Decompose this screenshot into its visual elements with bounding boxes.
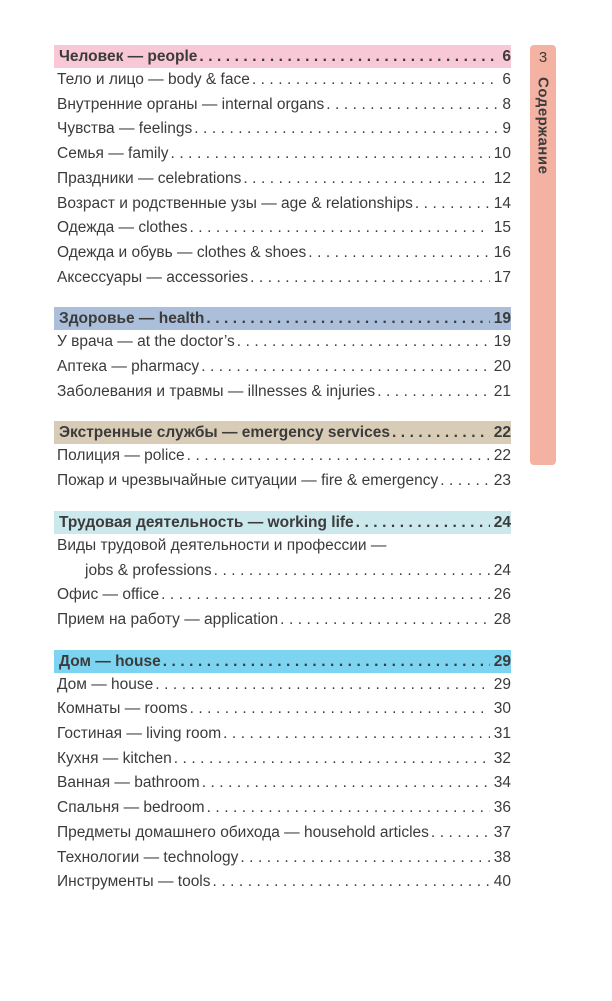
- dot-leader: [207, 796, 490, 821]
- toc-entry: [57, 167, 511, 192]
- dot-leader: [206, 307, 489, 330]
- entry-page-number: 40: [493, 873, 511, 891]
- dot-leader: [202, 771, 490, 796]
- toc-entry: [57, 266, 511, 291]
- entry-page-number: 24: [493, 513, 511, 531]
- entry-label: Семья — family: [57, 145, 169, 163]
- section-title: Здоровье — health: [59, 310, 205, 328]
- toc-entry: [57, 216, 511, 241]
- dot-leader: [187, 444, 490, 469]
- entry-page-number: 23: [493, 472, 511, 490]
- dot-leader: [161, 583, 490, 608]
- dot-leader: [280, 608, 490, 633]
- toc-entry: [57, 608, 511, 633]
- entry-page-number: 22: [493, 424, 511, 442]
- entry-label: Пожар и чрезвычайные ситуации — fire & emergency: [57, 472, 439, 490]
- entry-page-number: 38: [493, 848, 511, 866]
- entry-label: Тело и лицо — body & face: [57, 71, 250, 88]
- entry-label: Кухня — kitchen: [57, 749, 172, 767]
- dot-leader: [214, 559, 490, 584]
- dot-leader: [243, 167, 489, 192]
- dot-leader: [155, 673, 489, 698]
- entry-page-number: 20: [493, 358, 511, 376]
- entry-page-number: 12: [493, 169, 511, 187]
- entry-label: Виды трудовой деятельности и профессии —: [57, 536, 387, 554]
- entry-page-number: 16: [493, 243, 511, 261]
- entry-label: Прием на работу — application: [57, 610, 279, 628]
- entry-label: Комнаты — rooms: [57, 700, 188, 718]
- dot-leader: [237, 330, 490, 355]
- entry-label: Чувства — feelings: [57, 120, 193, 138]
- entry-label: Аксессуары — accessories: [57, 268, 249, 286]
- section-title: Человек — people: [59, 48, 198, 65]
- entry-page-number: 6: [502, 71, 511, 88]
- toc-entry: [57, 673, 511, 698]
- toc-entry: [57, 68, 511, 93]
- toc-entry: [57, 559, 511, 584]
- toc-section: [57, 421, 511, 493]
- dot-leader: [392, 421, 490, 444]
- entry-label: Гостиная — living room: [57, 725, 222, 743]
- toc-entry: [57, 697, 511, 722]
- toc-entry: [57, 534, 511, 559]
- entry-page-number: 34: [493, 774, 511, 792]
- dot-leader: [240, 846, 489, 871]
- dot-leader: [201, 355, 490, 380]
- entry-label: Ванная — bathroom: [57, 774, 200, 792]
- dot-leader: [431, 821, 490, 846]
- entry-label: Заболевания и травмы — illnesses & injuries: [57, 382, 376, 400]
- entry-page-number: 31: [493, 725, 511, 743]
- dot-leader: [189, 216, 489, 241]
- toc-entry: [57, 583, 511, 608]
- dot-leader: [377, 380, 490, 405]
- toc-entry: [57, 380, 511, 405]
- toc-entry: [57, 771, 511, 796]
- entry-label: Офис — office: [57, 586, 160, 604]
- entry-page-number: 6: [502, 48, 511, 65]
- dot-leader: [194, 117, 498, 142]
- chapter-tab-label: Содержание: [534, 77, 552, 175]
- toc-entry: [57, 747, 511, 772]
- entry-label: Внутренние органы — internal organs: [57, 95, 325, 113]
- entry-page-number: 22: [493, 447, 511, 465]
- toc-entry: [57, 330, 511, 355]
- dot-leader: [163, 650, 490, 673]
- chapter-tab: [530, 45, 556, 465]
- toc-entry: [57, 117, 511, 142]
- section-header: [54, 45, 511, 68]
- toc-entry: [57, 846, 511, 871]
- entry-label: Одежда и обувь — clothes & shoes: [57, 243, 307, 261]
- entry-page-number: 9: [502, 120, 511, 138]
- dot-leader: [199, 45, 498, 68]
- entry-page-number: 24: [493, 561, 511, 579]
- dot-leader: [190, 697, 490, 722]
- entry-label: Возраст и родственные узы — age & relationships: [57, 194, 413, 212]
- entry-page-number: 30: [493, 700, 511, 718]
- toc-entry: [57, 469, 511, 494]
- dot-leader: [252, 68, 499, 93]
- entry-label: Аптека — pharmacy: [57, 358, 200, 376]
- entry-label: Инструменты — tools: [57, 873, 211, 891]
- entry-label: Одежда — clothes: [57, 219, 188, 237]
- entry-page-number: 8: [502, 95, 511, 113]
- entry-label: jobs & professions: [85, 561, 212, 579]
- toc-entry: [57, 870, 511, 895]
- entry-label: У врача — at the doctor’s: [57, 333, 235, 351]
- entry-label: Праздники — celebrations: [57, 169, 242, 187]
- section-title: Дом — house: [59, 652, 161, 670]
- entry-page-number: 17: [493, 268, 511, 286]
- toc-entry: [57, 93, 511, 118]
- entry-page-number: 32: [493, 749, 511, 767]
- section-title: Экстренные службы — emergency services: [59, 424, 390, 442]
- toc-entry: [57, 355, 511, 380]
- dot-leader: [171, 142, 490, 167]
- section-header: [54, 650, 511, 673]
- toc-entry: [57, 722, 511, 747]
- entry-label: Технологии — technology: [57, 848, 239, 866]
- entry-page-number: 14: [493, 194, 511, 212]
- dot-leader: [356, 511, 490, 534]
- toc-entry: [57, 192, 511, 217]
- toc-entry: [57, 796, 511, 821]
- page-number: 3: [538, 49, 548, 66]
- section-header: [54, 307, 511, 330]
- section-header: [54, 511, 511, 534]
- toc-entry: [57, 444, 511, 469]
- entry-page-number: 29: [493, 652, 511, 670]
- dot-leader: [213, 870, 490, 895]
- entry-label: Спальня — bedroom: [57, 799, 205, 817]
- entry-page-number: 28: [493, 610, 511, 628]
- entry-page-number: 37: [493, 823, 511, 841]
- dot-leader: [326, 93, 498, 118]
- entry-label: Полиция — police: [57, 447, 185, 465]
- entry-label: Дом — house: [57, 675, 154, 693]
- entry-page-number: 15: [493, 219, 511, 237]
- toc-section: [57, 511, 511, 633]
- dot-leader: [308, 241, 489, 266]
- entry-page-number: 19: [493, 333, 511, 351]
- dot-leader: [223, 722, 490, 747]
- section-title: Трудовая деятельность — working life: [59, 513, 354, 531]
- entry-page-number: 36: [493, 799, 511, 817]
- toc-entry: [57, 142, 511, 167]
- toc-section: [57, 45, 511, 290]
- toc-section: [57, 650, 511, 895]
- toc-section: [57, 307, 511, 404]
- entry-page-number: 10: [493, 145, 511, 163]
- dot-leader: [250, 266, 490, 291]
- toc-entry: [57, 241, 511, 266]
- dot-leader: [440, 469, 490, 494]
- dot-leader: [415, 192, 490, 217]
- entry-page-number: 26: [493, 586, 511, 604]
- toc-entry: [57, 821, 511, 846]
- entry-page-number: 29: [493, 675, 511, 693]
- dot-leader: [174, 747, 490, 772]
- entry-page-number: 19: [493, 310, 511, 328]
- section-header: [54, 421, 511, 444]
- entry-label: Предметы домашнего обихода — household articles: [57, 823, 429, 841]
- entry-page-number: 21: [493, 382, 511, 400]
- table-of-contents: [57, 45, 511, 895]
